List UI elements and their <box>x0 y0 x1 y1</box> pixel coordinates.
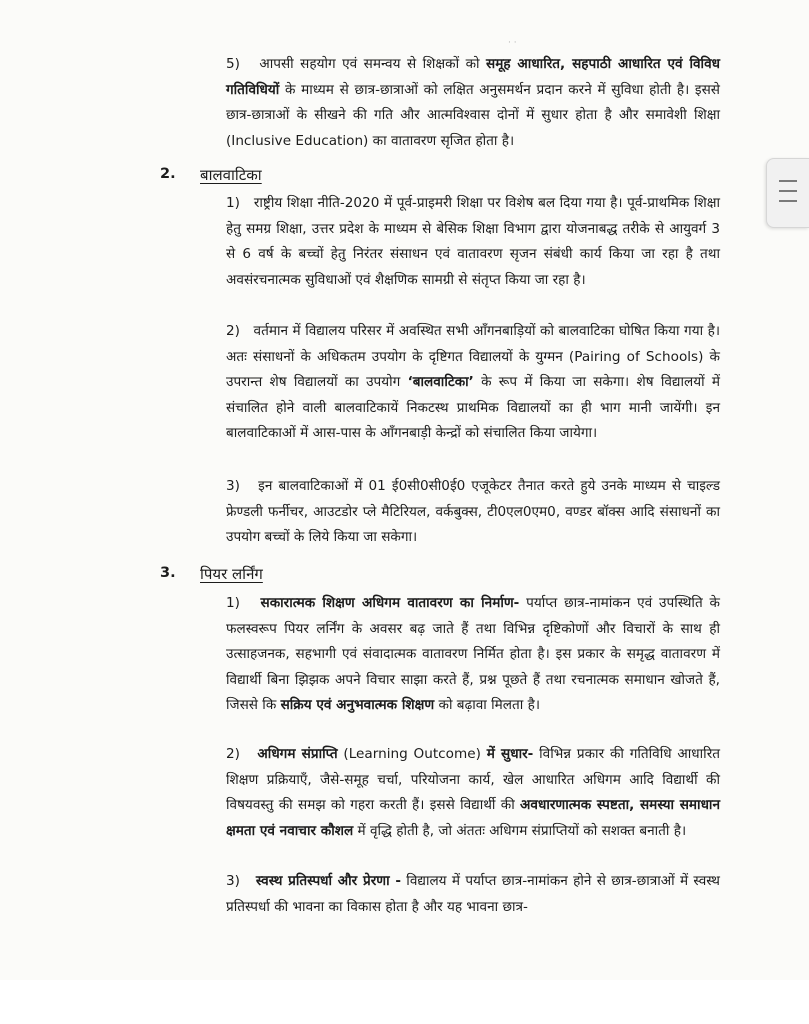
text-run: आपसी सहयोग एवं समन्वय से शिक्षकों को <box>259 56 486 72</box>
bold-text-run: समूह आधारित, सहपाठी आधारित एवं विविध गतिविधियों <box>226 56 720 98</box>
item-prefix: 1) <box>226 595 240 611</box>
item-prefix: 5) <box>226 56 240 72</box>
item-prefix: 3) <box>226 873 240 889</box>
item-prefix: 2) <box>226 746 240 762</box>
bold-text-run: अवधारणात्मक स्पष्टता, समस्या समाधान क्षमता एवं नवाचार कौशल <box>226 797 720 839</box>
paragraph-balvatika-1 <box>226 191 720 293</box>
menu-icon-bar <box>779 190 797 192</box>
paragraph-peer-1 <box>226 591 720 719</box>
text-run: विभिन्न प्रकार की गतिविधि आधारित शिक्षण प्रक्रियाएँ, जैसे-समूह चर्चा, परियोजना कार्य, खेल आधारित अधिगम आदि विद्यार्थी की विषयवस्तु की समझ को गहरा करती हैं। इससे विद्यार्थी की <box>226 746 721 814</box>
text-run: इन बालवाटिकाओं में 01 ई0सी0सी0ई0 एजूकेटर तैनात करते हुये उनके माध्यम से चाइल्ड फ्रेण्डली फर्नीचर, आउटडोर प्ले मैटिरियल, वर्कबुक्स, टी0एल0एम0, वण्डर बॉक्स आदि संसाधनों का उपयोग बच्चों के लिये किया जा सकेगा। <box>226 478 720 546</box>
faint-page-mark: · · <box>508 38 517 48</box>
paragraph-balvatika-2 <box>226 319 720 447</box>
bold-text-run: ‘बालवाटिका’ <box>407 374 474 391</box>
bold-text-run: सक्रिय एवं अनुभवात्मक शिक्षण <box>280 697 435 714</box>
bold-text-run: अधिगम संप्राप्ति <box>257 746 338 762</box>
paragraph-item-5 <box>226 52 720 154</box>
item-prefix: 1) <box>226 195 240 211</box>
text-run: विद्यालय में पर्याप्त छात्र-नामांकन होने से छात्र-छात्राओं में स्वस्थ प्रतिस्पर्धा की भावना का विकास होता है और यह भावना छात्र- <box>226 873 720 915</box>
text-run: वर्तमान में विद्यालय परिसर में अवस्थित सभी आँगनबाड़ियों को बालवाटिका घोषित किया गया है। अतः संसाधनों के अधिकतम उपयोग के दृष्टिगत विद्यालयों के युग्मन (Pairing of Schools) के उपरान्त शेष विद्यालयों का उपयोग <box>226 323 720 391</box>
bold-text-run: स्वस्थ प्रतिस्पर्धा और प्रेरणा - <box>255 873 401 889</box>
text-run: पर्याप्त छात्र-नामांकन एवं उपस्थिति के फलस्वरूप पियर लर्निंग के अवसर बढ़ जाते हैं तथा विभिन्न दृष्टिकोणों और विचारों के साथ ही उत्साहजनक, सहभागी एवं संवादात्मक वातावरण निर्मित होता है। इस प्रकार के समृद्ध वातावरण में विद्यार्थी बिना झिझक अपने विचार साझा करते हैं, प्रश्न पूछते हैं तथा रचनात्मक समाधान खोजते हैं, जिससे कि <box>226 595 720 714</box>
bold-text-run: में सुधार- <box>486 746 534 762</box>
section-number-3: 3. <box>160 565 176 581</box>
text-run: के रूप में किया जा सकेगा। शेष विद्यालयों में संचालित होने वाली बालवाटिकायें निकटस्थ प्राथमिक विद्यालयों का ही भाग मानी जायेंगी। इन बालवाटिकाओं में आस-पास के आँगनबाड़ी केन्द्रों को संचालित किया जायेगा। <box>226 374 720 442</box>
paragraph-balvatika-3 <box>226 474 720 551</box>
section-heading-peer-learning: पियर लर्निंग <box>200 565 263 583</box>
menu-icon-bar <box>779 200 797 202</box>
text-run: में वृद्धि होती है, जो अंततः अधिगम संप्राप्तियों को सशक्त बनाती है। <box>353 822 687 839</box>
text-run: (Learning Outcome) <box>337 746 487 762</box>
text-run: को बढ़ावा मिलता है। <box>434 697 540 714</box>
item-prefix: 3) <box>226 478 240 494</box>
paragraph-peer-2 <box>226 742 720 844</box>
section-number-2: 2. <box>160 166 176 182</box>
text-run: राष्ट्रीय शिक्षा नीति-2020 में पूर्व-प्राइमरी शिक्षा पर विशेष बल दिया गया है। पूर्व-प्राथमिक शिक्षा हेतु समग्र शिक्षा, उत्तर प्रदेश के माध्यम से बेसिक शिक्षा विभाग द्वारा योजनाबद्ध तरीके से आयुवर्ग 3 से 6 वर्ष के बच्चों हेतु निरंतर संसाधन एवं वातावरण सृजन संबंधी कार्य किया जा रहा है तथा अवसंरचनात्मक सुविधाओं एवं शैक्षणिक सामग्री से संतृप्त किया जा रहा है। <box>226 195 720 288</box>
bold-text-run: सकारात्मक शिक्षण अधिगम वातावरण का निर्माण- <box>260 595 520 611</box>
menu-icon[interactable] <box>779 180 797 182</box>
side-menu-tab[interactable] <box>766 158 809 228</box>
item-prefix: 2) <box>226 323 240 339</box>
paragraph-peer-3 <box>226 869 720 920</box>
text-run: के माध्यम से छात्र-छात्राओं को लक्षित अनुसमर्थन प्रदान करने में सुविधा होती है। इससे छात्र-छात्राओं के सीखने की गति और आत्मविश्वास दोनों में सुधार होता है और समावेशी शिक्षा (Inclusive Education) का वातावरण सृजित होता है। <box>226 81 720 149</box>
section-heading-balvatika: बालवाटिका <box>200 166 262 184</box>
